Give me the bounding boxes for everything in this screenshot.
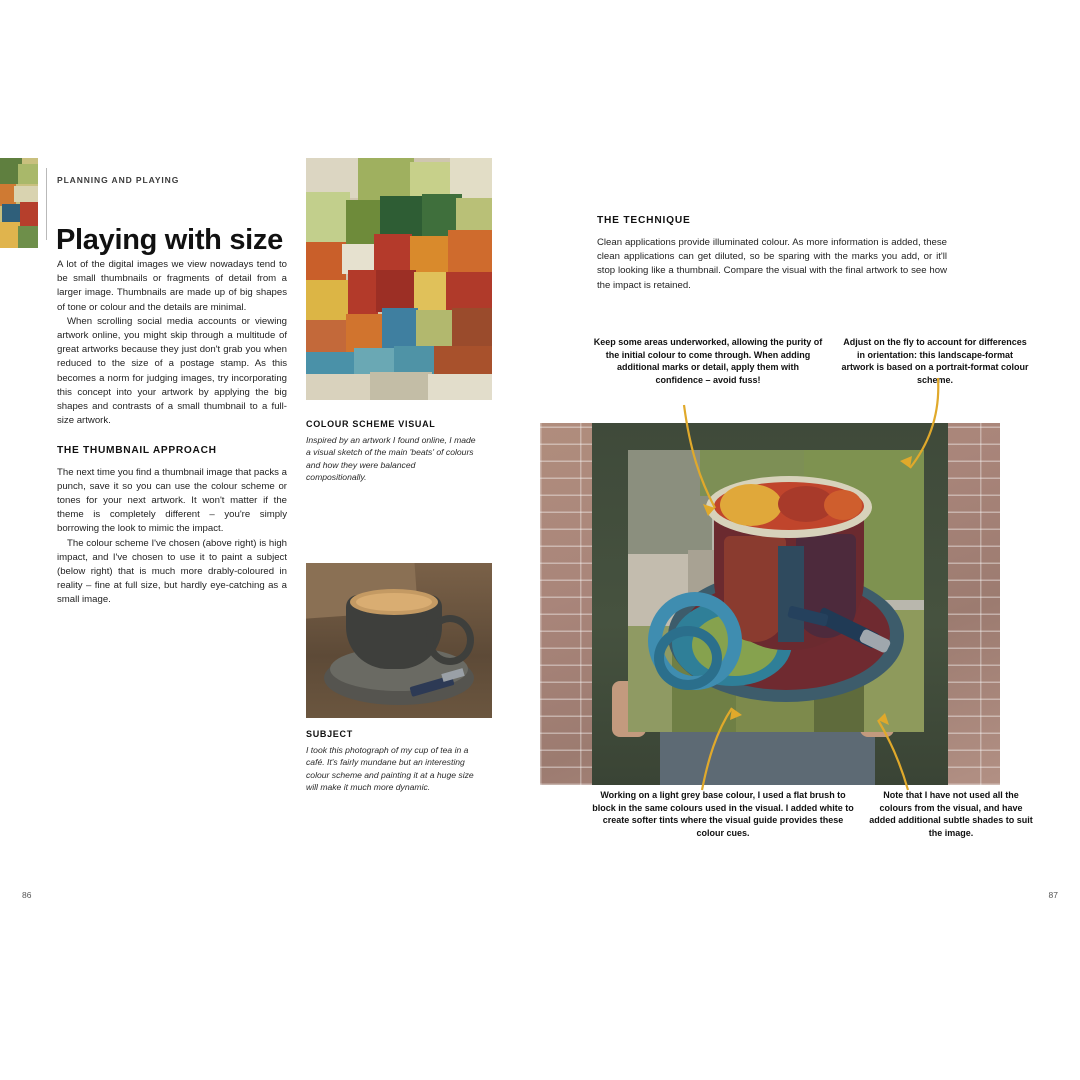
annotation-bottom-left: Working on a light grey base colour, I used a flat brush to block in the same colours used in the visual. I added white to create softer tints where the visual guide provides these colour cues.: [592, 790, 854, 838]
artist-holding-painting-photograph: [540, 423, 1000, 785]
figure1-caption-head: COLOUR SCHEME VISUAL: [306, 419, 436, 429]
annotation-bottom-right: Note that I have not used all the colours from the visual, and have added additional subtle shades to suit the image.: [869, 790, 1033, 838]
technique-subhead: THE TECHNIQUE: [597, 215, 691, 226]
body-paragraph-2: When scrolling social media accounts or viewing artwork online, you might skip through a multitude of great artworks because they just don't grab you when reduced to the size of a postage stamp. As this becomes a norm for judging images, try incorporating this concept into your artwork by applying the big shapes and contrasts of a small thumbnail to a full-size artwork.: [57, 315, 287, 427]
body-paragraph-4: The colour scheme I've chosen (above right) is high impact, and I've chosen to use it to paint a subject (below right) that is much more drably-coloured in reality – fine at full size, but hardly eye-catching as a small image.: [57, 537, 287, 606]
subject-photograph-image: [306, 563, 492, 718]
technique-body: Clean applications provide illuminated colour. As more information is added, these clean applications can get diluted, so be sparing with the marks you add, or it'll stop looking like a thumbnail. Compare the visual with the final artwork to see how the impact is retained.: [597, 237, 947, 291]
body-paragraph-3: The next time you find a thumbnail image that packs a punch, save it so you can use the colour scheme or tones for your next artwork. It won't matter if the theme is completely different – you're simply borrowing the look to mimic the impact.: [57, 466, 287, 535]
folio-left: 86: [22, 890, 32, 900]
left-body-column: [57, 258, 287, 608]
running-head: PLANNING AND PLAYING: [57, 175, 180, 185]
body-paragraph-1: A lot of the digital images we view nowadays tend to be small thumbnails or fragments of detail from a larger image. Thumbnails are made up of big shapes of tone or colour and the details are minimal.: [57, 259, 287, 313]
figure2-caption-head: SUBJECT: [306, 729, 353, 739]
section-subhead: THE THUMBNAIL APPROACH: [57, 445, 217, 457]
finished-painting: [628, 450, 924, 732]
jeans: [660, 723, 875, 785]
page-title: Playing with size: [56, 224, 283, 257]
title-rule: [46, 168, 47, 240]
bleed-colour-swatch: [0, 158, 38, 248]
figure1-caption-body: Inspired by an artwork I found online, I made a visual sketch of the main 'beats' of colours and how they were balanced compositionally.: [306, 435, 476, 483]
figure2-caption-body: I took this photograph of my cup of tea in a café. It's fairly mundane but an interesting colour scheme and painting it at a huge size will make it much more dynamic.: [306, 745, 474, 793]
folio-right: 87: [1048, 890, 1058, 900]
annotation-top-right: Adjust on the fly to account for differences in orientation: this landscape-format artwork is based on a portrait-format colour scheme.: [841, 337, 1029, 385]
colour-scheme-visual-image: [306, 158, 492, 400]
annotation-top-left: Keep some areas underworked, allowing the purity of the initial colour to come through. When adding additional marks or detail, apply them with confidence – avoid fuss!: [593, 337, 823, 385]
